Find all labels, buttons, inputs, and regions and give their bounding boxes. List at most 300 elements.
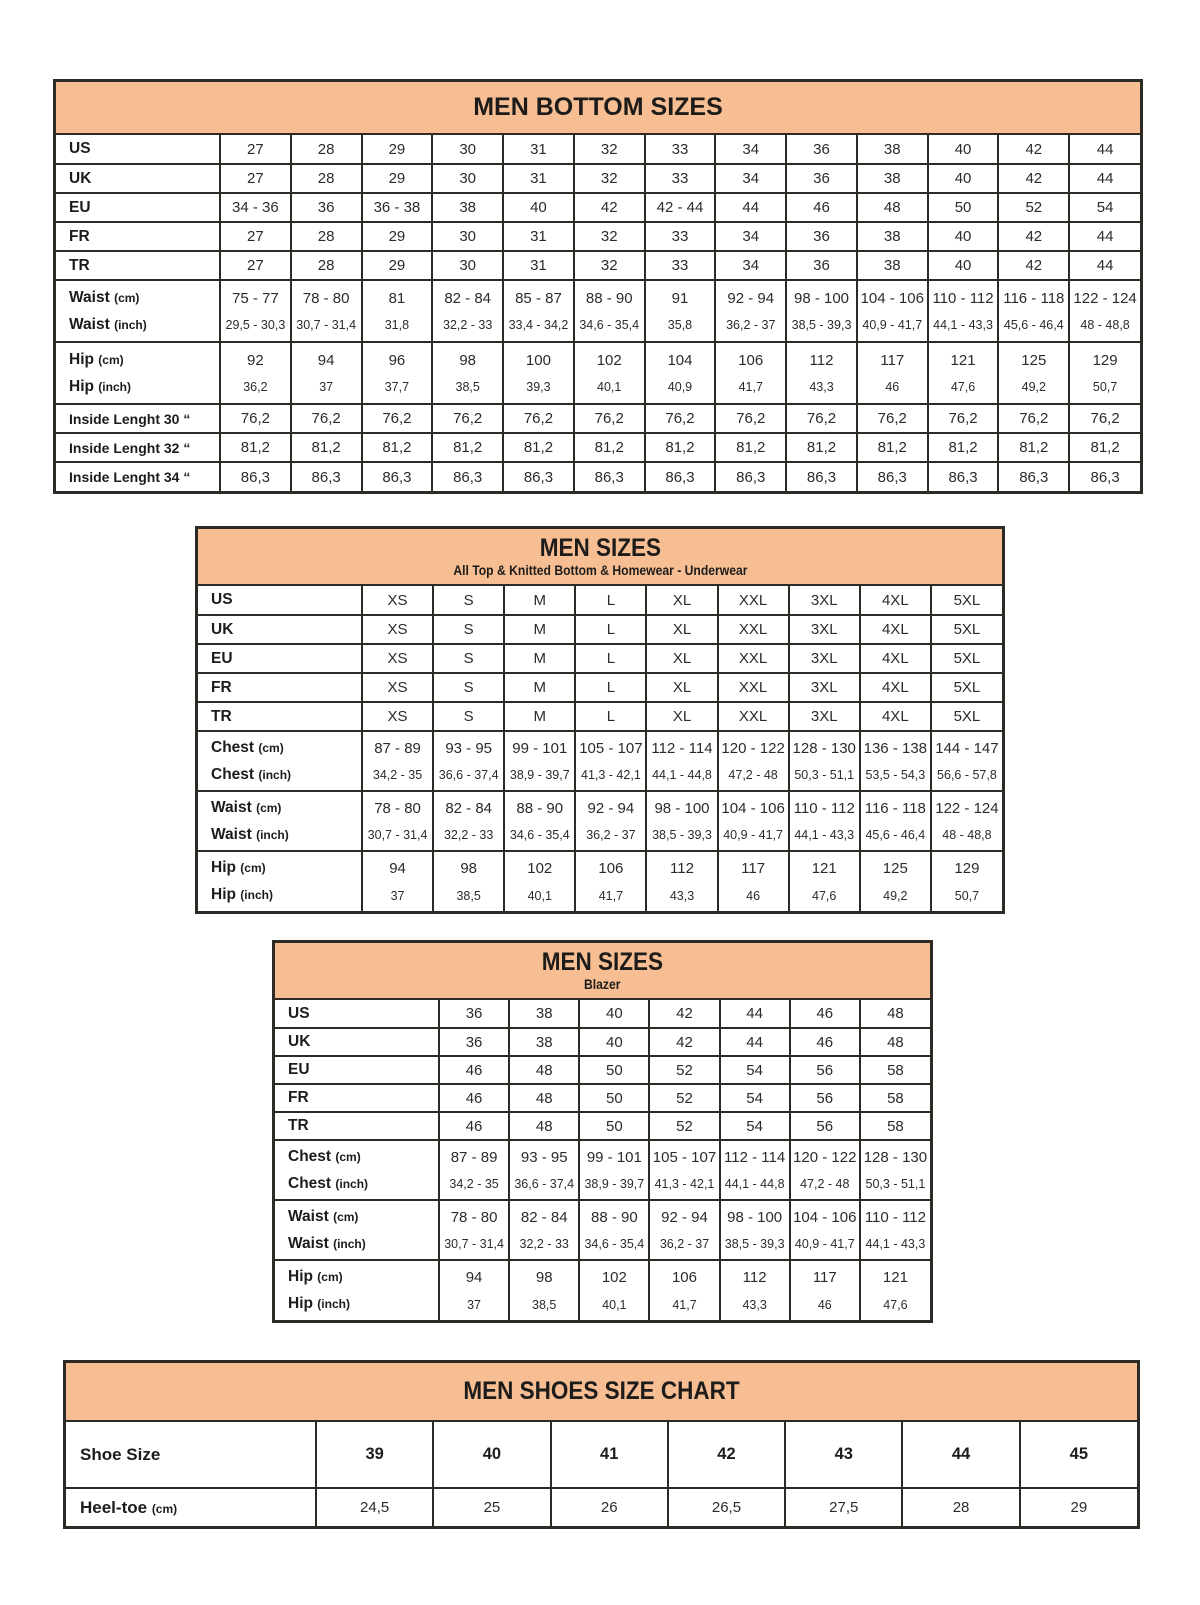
size-cell <box>432 280 503 342</box>
size-cell: 81,2 <box>857 433 928 462</box>
size-cell <box>718 851 789 911</box>
row-label <box>56 462 220 491</box>
size-cell: XS <box>362 644 433 673</box>
size-cell: 52 <box>649 1112 719 1140</box>
value-cm: 92 - 94 <box>661 1208 708 1226</box>
size-cell: 58 <box>860 1056 930 1084</box>
size-cell <box>998 280 1069 342</box>
value-cm: 110 - 112 <box>932 289 994 307</box>
size-cell: 30 <box>432 222 503 251</box>
size-cell <box>579 1260 649 1320</box>
row-label <box>198 586 362 615</box>
size-grid <box>66 1422 1137 1526</box>
size-cell <box>998 342 1069 404</box>
value-cm: 78 - 80 <box>302 289 350 307</box>
row-label <box>198 851 362 911</box>
value-cm: 102 <box>596 351 622 369</box>
value-cm: 120 - 122 <box>793 1148 857 1166</box>
table-row <box>56 135 1140 164</box>
value-inch: 49,2 <box>1021 380 1046 395</box>
size-cell <box>433 851 504 911</box>
value-inch: 29,5 - 30,3 <box>225 318 286 333</box>
value-cm: 98 <box>535 1269 553 1287</box>
value-cm: 87 - 89 <box>450 1148 498 1166</box>
row-label-text: Hip <box>288 1295 313 1312</box>
size-cell: 34 - 36 <box>220 193 291 222</box>
value-inch: 38,5 <box>532 1297 557 1312</box>
size-cell: 42 <box>998 251 1069 280</box>
size-cell <box>789 731 860 791</box>
value-cm: 112 - 114 <box>724 1148 786 1166</box>
size-cell: 36 - 38 <box>362 193 433 222</box>
value-inch: 41,3 - 42,1 <box>581 768 641 783</box>
value-inch: 45,6 - 46,4 <box>865 828 926 843</box>
value-cm: 116 - 118 <box>1003 289 1065 307</box>
size-cell: 32 <box>574 251 645 280</box>
size-cell: 50 <box>928 193 999 222</box>
size-cell: 50 <box>579 1084 649 1112</box>
size-cell <box>575 731 646 791</box>
size-cell: 33 <box>645 222 716 251</box>
value-inch: 36,2 - 37 <box>726 318 776 333</box>
value-inch: 41,7 <box>738 380 763 395</box>
value-inch: 47,6 <box>883 1297 908 1312</box>
size-cell: 45 <box>1020 1422 1137 1488</box>
size-cell: 27,5 <box>785 1488 902 1526</box>
size-cell: 4XL <box>860 586 931 615</box>
value-cm: 117 <box>741 860 766 878</box>
size-cell: S <box>433 615 504 644</box>
value-inch: 30,7 - 31,4 <box>444 1237 504 1252</box>
size-cell <box>790 1200 860 1260</box>
value-inch: 32,2 - 33 <box>519 1237 569 1252</box>
size-cell: 4XL <box>860 673 931 702</box>
row-label-text: EU <box>211 649 233 667</box>
value-inch: 38,5 <box>456 888 481 903</box>
value-cm: 106 <box>598 860 624 878</box>
size-cell: 34 <box>715 251 786 280</box>
size-cell: 40 <box>928 164 999 193</box>
table-row <box>275 1084 930 1112</box>
value-cm: 98 <box>459 351 477 369</box>
size-cell <box>718 731 789 791</box>
value-cm: 104 - 106 <box>793 1208 857 1226</box>
size-cell: 26 <box>551 1488 668 1526</box>
value-inch: 44,1 - 43,3 <box>794 828 855 843</box>
value-cm: 94 <box>389 860 406 878</box>
row-label <box>275 1028 439 1056</box>
table-row <box>275 1200 930 1260</box>
size-cell: 44 <box>720 1000 790 1028</box>
row-label <box>198 702 362 731</box>
row-label-unit: (cm) <box>98 352 124 367</box>
size-cell <box>857 280 928 342</box>
row-label <box>275 1260 439 1320</box>
row-label-text: TR <box>211 707 232 725</box>
size-cell: 40 <box>433 1422 550 1488</box>
value-inch: 37 <box>319 380 334 395</box>
value-cm: 87 - 89 <box>374 739 421 757</box>
value-cm: 104 - 106 <box>860 289 924 307</box>
size-cell: 86,3 <box>362 462 433 491</box>
size-cell: 81,2 <box>432 433 503 462</box>
size-cell: 76,2 <box>928 404 999 433</box>
row-label-text: UK <box>211 620 234 638</box>
table-header <box>66 1363 1137 1422</box>
size-cell <box>789 791 860 851</box>
row-label-text: Chest <box>288 1147 332 1165</box>
value-cm: 121 <box>950 351 976 369</box>
value-inch: 38,5 <box>455 380 480 395</box>
size-cell: 4XL <box>860 702 931 731</box>
value-inch: 48 - 48,8 <box>1080 318 1130 333</box>
size-cell: 44 <box>720 1028 790 1056</box>
row-label <box>56 251 220 280</box>
size-cell <box>220 280 291 342</box>
row-label <box>66 1422 316 1488</box>
size-cell: 44 <box>1069 135 1140 164</box>
value-cm: 93 - 95 <box>445 739 493 757</box>
value-inch: 40,1 <box>597 380 622 395</box>
value-inch: 35,8 <box>667 318 693 333</box>
size-cell: 52 <box>998 193 1069 222</box>
size-cell: 56 <box>790 1056 860 1084</box>
size-cell: S <box>433 644 504 673</box>
size-cell: 86,3 <box>503 462 574 491</box>
value-cm: 102 <box>601 1269 627 1287</box>
size-cell: 32 <box>574 222 645 251</box>
size-cell: 40 <box>928 222 999 251</box>
size-cell <box>433 731 504 791</box>
size-cell: 25 <box>433 1488 550 1526</box>
row-label <box>275 1000 439 1028</box>
table-subtitle: All Top & Knitted Bottom & Homewear - Underwear <box>452 562 748 578</box>
men-sizes-top-table <box>195 526 1005 914</box>
men-bottom-sizes-table <box>53 79 1143 494</box>
row-label-text: Waist <box>288 1234 329 1252</box>
value-cm: 121 <box>811 860 837 878</box>
value-inch: 39,3 <box>526 380 551 395</box>
value-inch: 38,5 - 39,3 <box>652 828 712 843</box>
value-inch: 34,6 - 35,4 <box>579 318 640 333</box>
row-label-text: Waist <box>69 288 110 306</box>
size-cell: 76,2 <box>1069 404 1140 433</box>
row-label-text: UK <box>288 1033 311 1050</box>
table-row <box>198 615 1002 644</box>
size-cell: 46 <box>790 1028 860 1056</box>
table-row <box>275 1028 930 1056</box>
size-cell: 44 <box>1069 251 1140 280</box>
size-cell <box>646 731 717 791</box>
table-row <box>198 851 1002 911</box>
size-cell <box>439 1140 509 1200</box>
size-cell: 33 <box>645 164 716 193</box>
size-cell <box>439 1260 509 1320</box>
value-inch: 37 <box>467 1297 482 1312</box>
size-cell: 39 <box>316 1422 433 1488</box>
value-inch: 44,1 - 44,8 <box>724 1177 785 1192</box>
value-inch: 34,6 - 35,4 <box>584 1237 645 1252</box>
row-label-text: US <box>288 1004 310 1022</box>
size-grid <box>56 135 1140 491</box>
size-cell: 86,3 <box>928 462 999 491</box>
value-cm: 105 - 107 <box>652 1148 717 1166</box>
value-inch: 41,3 - 42,1 <box>654 1177 715 1192</box>
size-cell: M <box>504 586 575 615</box>
size-cell: S <box>433 586 504 615</box>
size-cell: 27 <box>220 251 291 280</box>
size-cell: 42 - 44 <box>645 193 716 222</box>
value-inch: 34,2 - 35 <box>372 768 423 783</box>
size-cell <box>503 342 574 404</box>
size-cell: 46 <box>439 1112 509 1140</box>
size-cell: 36 <box>439 1028 509 1056</box>
size-cell: 30 <box>432 135 503 164</box>
size-cell: 29 <box>1020 1488 1137 1526</box>
value-inch: 38,5 - 39,3 <box>724 1237 785 1252</box>
size-cell: 3XL <box>789 673 860 702</box>
size-cell: XXL <box>718 673 789 702</box>
size-cell: 3XL <box>789 644 860 673</box>
value-inch: 43,3 <box>669 888 695 903</box>
size-cell: L <box>575 586 646 615</box>
row-label-unit: (cm) <box>335 1149 361 1164</box>
size-cell: 34 <box>715 222 786 251</box>
size-cell: 44 <box>715 193 786 222</box>
row-label-text: UK <box>69 169 92 187</box>
value-cm: 91 <box>671 289 689 307</box>
size-cell <box>509 1260 579 1320</box>
size-cell <box>579 1140 649 1200</box>
size-cell <box>220 342 291 404</box>
size-cell: 28 <box>291 251 362 280</box>
value-cm: 129 <box>954 860 980 878</box>
size-cell: S <box>433 673 504 702</box>
value-inch: 34,2 - 35 <box>449 1177 499 1192</box>
size-cell: 30 <box>432 164 503 193</box>
size-cell <box>928 280 999 342</box>
size-cell: 52 <box>649 1056 719 1084</box>
size-cell: 5XL <box>931 586 1002 615</box>
size-cell: L <box>575 702 646 731</box>
row-label <box>198 673 362 702</box>
size-cell: 33 <box>645 251 716 280</box>
value-cm: 98 - 100 <box>654 799 710 817</box>
value-inch: 41,7 <box>598 888 624 903</box>
size-cell: XL <box>646 586 717 615</box>
size-cell: 38 <box>509 1028 579 1056</box>
size-cell <box>931 731 1002 791</box>
value-cm: 82 - 84 <box>520 1208 568 1226</box>
size-cell: 86,3 <box>291 462 362 491</box>
size-cell <box>720 1140 790 1200</box>
row-label <box>198 731 362 791</box>
size-cell: 81,2 <box>503 433 574 462</box>
value-cm: 75 - 77 <box>232 289 279 307</box>
value-inch: 36,2 - 37 <box>586 828 636 843</box>
size-cell <box>649 1200 719 1260</box>
row-label-text: EU <box>69 198 91 216</box>
row-label-text: Waist <box>69 315 110 333</box>
table-row <box>56 404 1140 433</box>
size-cell: 40 <box>579 1000 649 1028</box>
value-cm: 94 <box>465 1269 483 1287</box>
row-label-unit: (cm) <box>240 861 266 875</box>
value-inch: 40,9 - 41,7 <box>862 318 923 333</box>
size-cell: 42 <box>574 193 645 222</box>
value-cm: 78 - 80 <box>450 1208 498 1226</box>
row-label-unit: (cm) <box>317 1270 343 1284</box>
size-cell: 40 <box>579 1028 649 1056</box>
size-cell <box>786 342 857 404</box>
value-inch: 46 <box>885 380 900 395</box>
size-cell: 76,2 <box>857 404 928 433</box>
size-cell: 76,2 <box>362 404 433 433</box>
row-label-text: Inside Lenght 34 “ <box>69 469 191 485</box>
size-cell: 31 <box>503 164 574 193</box>
size-cell: 86,3 <box>1069 462 1140 491</box>
men-shoes-size-table <box>63 1360 1140 1529</box>
size-cell: 28 <box>902 1488 1019 1526</box>
value-inch: 44,1 - 43,3 <box>933 318 993 333</box>
row-label <box>275 1200 439 1260</box>
size-cell: 27 <box>220 135 291 164</box>
size-cell <box>575 791 646 851</box>
size-cell: M <box>504 644 575 673</box>
value-cm: 104 - 106 <box>721 799 785 817</box>
size-cell: 54 <box>720 1084 790 1112</box>
size-cell: 76,2 <box>220 404 291 433</box>
table-row <box>198 731 1002 791</box>
row-label-text: Hip <box>211 859 236 876</box>
size-cell: 38 <box>857 135 928 164</box>
value-cm: 105 - 107 <box>579 739 643 757</box>
value-inch: 44,1 - 43,3 <box>865 1237 926 1252</box>
size-cell: 81,2 <box>291 433 362 462</box>
size-cell: XXL <box>718 615 789 644</box>
row-label <box>56 164 220 193</box>
size-cell: 36 <box>291 193 362 222</box>
value-cm: 117 <box>880 351 905 369</box>
size-cell: M <box>504 673 575 702</box>
row-label-text: Shoe Size <box>80 1444 161 1464</box>
value-cm: 88 - 90 <box>516 799 564 817</box>
size-cell <box>362 342 433 404</box>
size-cell: 44 <box>902 1422 1019 1488</box>
size-cell <box>931 851 1002 911</box>
value-cm: 125 <box>882 860 908 878</box>
size-grid <box>275 1000 930 1320</box>
table-row <box>56 164 1140 193</box>
value-cm: 144 - 147 <box>935 739 999 757</box>
row-label-text: US <box>69 140 91 157</box>
value-cm: 117 <box>812 1269 837 1287</box>
value-cm: 92 <box>247 351 264 369</box>
size-cell: 34 <box>715 164 786 193</box>
size-cell: 44 <box>1069 164 1140 193</box>
size-cell: 29 <box>362 222 433 251</box>
size-cell: 42 <box>649 1028 719 1056</box>
value-inch: 49,2 <box>883 888 908 903</box>
table-row <box>66 1422 1137 1488</box>
size-cell: 81,2 <box>928 433 999 462</box>
size-cell: 76,2 <box>432 404 503 433</box>
table-row <box>198 586 1002 615</box>
value-cm: 98 <box>460 860 477 878</box>
size-cell: 81,2 <box>220 433 291 462</box>
size-cell: XS <box>362 615 433 644</box>
row-label-text: Hip <box>69 377 94 395</box>
size-cell: 50 <box>579 1112 649 1140</box>
size-cell: 42 <box>998 164 1069 193</box>
value-inch: 38,9 - 39,7 <box>509 768 570 783</box>
row-label-unit: (inch) <box>256 827 289 842</box>
row-label-unit: (inch) <box>240 888 273 902</box>
value-cm: 85 - 87 <box>515 289 562 307</box>
value-cm: 88 - 90 <box>585 289 633 307</box>
size-cell <box>432 342 503 404</box>
size-cell: XL <box>646 702 717 731</box>
size-cell: 54 <box>720 1112 790 1140</box>
row-label <box>56 135 220 164</box>
table-row <box>198 673 1002 702</box>
row-label-text: Hip <box>211 886 236 903</box>
value-cm: 78 - 80 <box>374 799 421 817</box>
size-cell: XS <box>362 586 433 615</box>
size-cell: XXL <box>718 644 789 673</box>
size-cell <box>362 280 433 342</box>
size-cell: 48 <box>509 1112 579 1140</box>
row-label <box>275 1140 439 1200</box>
value-cm: 106 <box>671 1269 697 1287</box>
size-cell: 3XL <box>789 586 860 615</box>
value-inch: 48 - 48,8 <box>942 828 992 843</box>
value-cm: 106 <box>738 351 764 369</box>
size-cell <box>649 1140 719 1200</box>
value-inch: 47,2 - 48 <box>728 768 778 783</box>
row-label <box>56 433 220 462</box>
size-cell <box>789 851 860 911</box>
size-cell: 38 <box>857 251 928 280</box>
table-subtitle: Blazer <box>584 976 621 992</box>
table-row <box>275 1112 930 1140</box>
size-cell: 31 <box>503 222 574 251</box>
size-cell: 5XL <box>931 644 1002 673</box>
size-cell: 42 <box>998 222 1069 251</box>
value-cm: 82 - 84 <box>444 289 492 307</box>
size-cell: M <box>504 615 575 644</box>
size-cell: 4XL <box>860 644 931 673</box>
size-cell <box>509 1140 579 1200</box>
value-inch: 50,7 <box>954 888 980 903</box>
value-cm: 122 - 124 <box>1073 289 1137 307</box>
row-label-text: Heel-toe <box>80 1497 148 1517</box>
size-cell <box>579 1200 649 1260</box>
row-label-unit: (cm) <box>114 290 140 305</box>
table-row <box>275 1260 930 1320</box>
size-cell: 38 <box>857 164 928 193</box>
value-inch: 37,7 <box>384 380 410 395</box>
size-cell <box>362 851 433 911</box>
row-label-unit: (cm) <box>333 1209 359 1224</box>
size-cell: 42 <box>998 135 1069 164</box>
size-cell: 86,3 <box>857 462 928 491</box>
size-cell: L <box>575 673 646 702</box>
value-inch: 47,6 <box>812 888 837 903</box>
row-label-text: TR <box>69 256 90 274</box>
row-label-text: EU <box>288 1061 310 1078</box>
size-cell: 43 <box>785 1422 902 1488</box>
